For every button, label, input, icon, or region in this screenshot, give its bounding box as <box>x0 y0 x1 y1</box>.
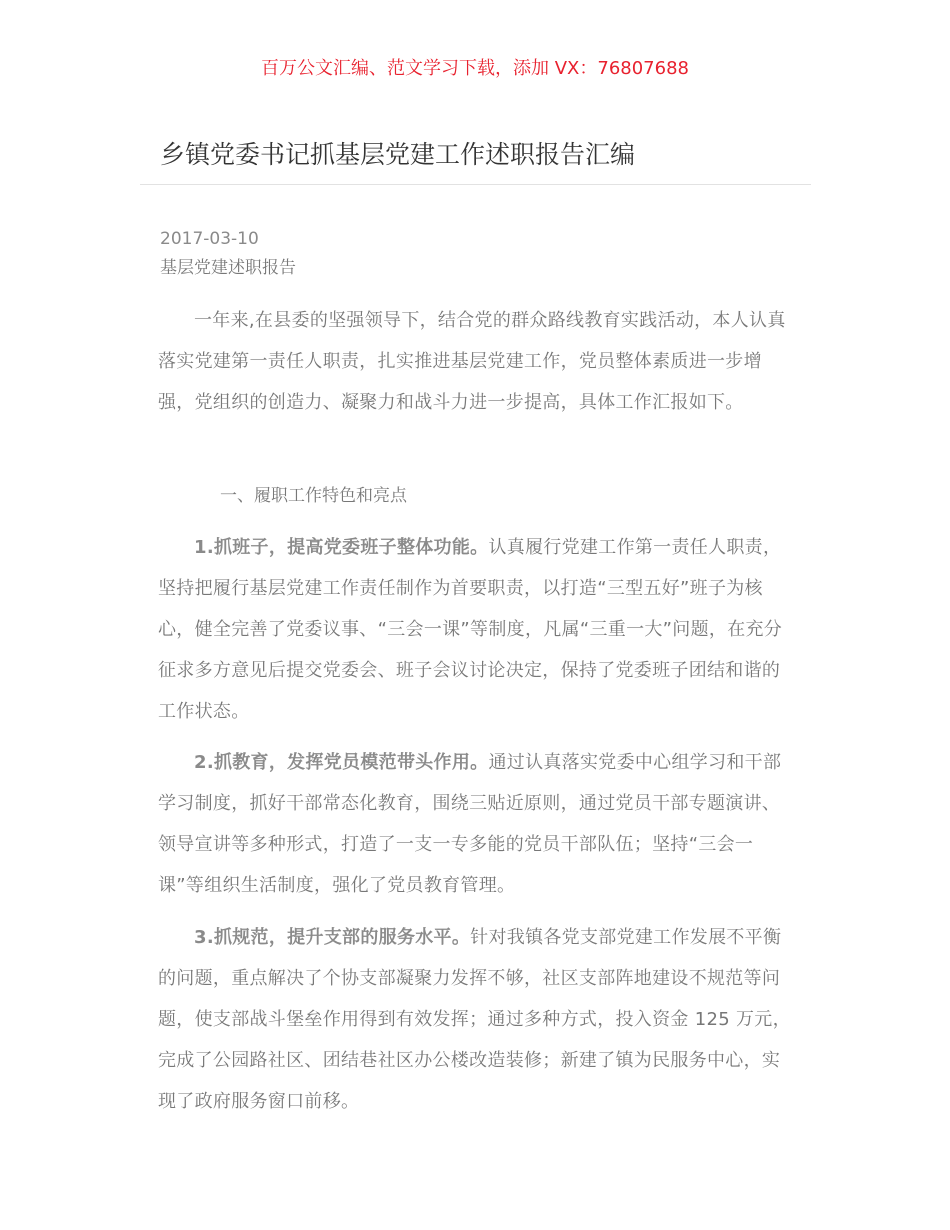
point-lead-1: 1.抓班子，提高党委班子整体功能。 <box>194 537 489 558</box>
promo-banner: 百万公文汇编、范文学习下载，添加 VX：76807688 <box>261 58 689 79</box>
point-text-2: 通过认真落实党委中心组学习和干部学习制度，抓好干部常态化教育，围绕三贴近原则，通过党员干部专题演讲、领导宣讲等多种形式，打造了一支一专多能的党员干部队伍；坚持“三会一课”等组织生活制度，强化了党员教育管理。 <box>158 752 782 896</box>
publish-date: 2017-03-10 <box>160 229 259 249</box>
point-paragraph-1 <box>158 527 792 732</box>
point-lead-3: 3.抓规范，提升支部的服务水平。 <box>194 927 471 948</box>
intro-paragraph: 一年来,在县委的坚强领导下，结合党的群众路线教育实践活动，本人认真落实党建第一责任人职责，扎实推进基层党建工作，党员整体素质进一步增强，党组织的创造力、凝聚力和战斗力进一步提高，具体工作汇报如下。 <box>158 310 786 413</box>
point-text-1: 认真履行党建工作第一责任人职责，坚持把履行基层党建工作责任制作为首要职责，以打造“三型五好”班子为核心，健全完善了党委议事、“三会一课”等制度，凡属“三重一大”问题，在充分征求多方意见后提交党委会、班子会议讨论决定，保持了党委班子团结和谐的工作状态。 <box>158 537 783 722</box>
section-heading: 一、履职工作特色和亮点 <box>220 486 407 506</box>
point-text-3: 针对我镇各党支部党建工作发展不平衡的问题，重点解决了个协支部凝聚力发挥不够，社区支部阵地建设不规范等问题，使支部战斗堡垒作用得到有效发挥；通过多种方式，投入资金 125 万元，完成了公园路社区、团结巷社区办公楼改造装修；新建了镇为民服务中心，实现了政府服务窗口前移。 <box>158 927 791 1112</box>
point-paragraph-3 <box>158 917 792 1122</box>
point-lead-2: 2.抓教育，发挥党员模范带头作用。 <box>194 752 489 773</box>
article-category: 基层党建述职报告 <box>160 258 296 278</box>
point-paragraph-2 <box>158 742 792 906</box>
title-divider <box>140 184 811 185</box>
page-title: 乡镇党委书记抓基层党建工作述职报告汇编 <box>160 140 636 169</box>
